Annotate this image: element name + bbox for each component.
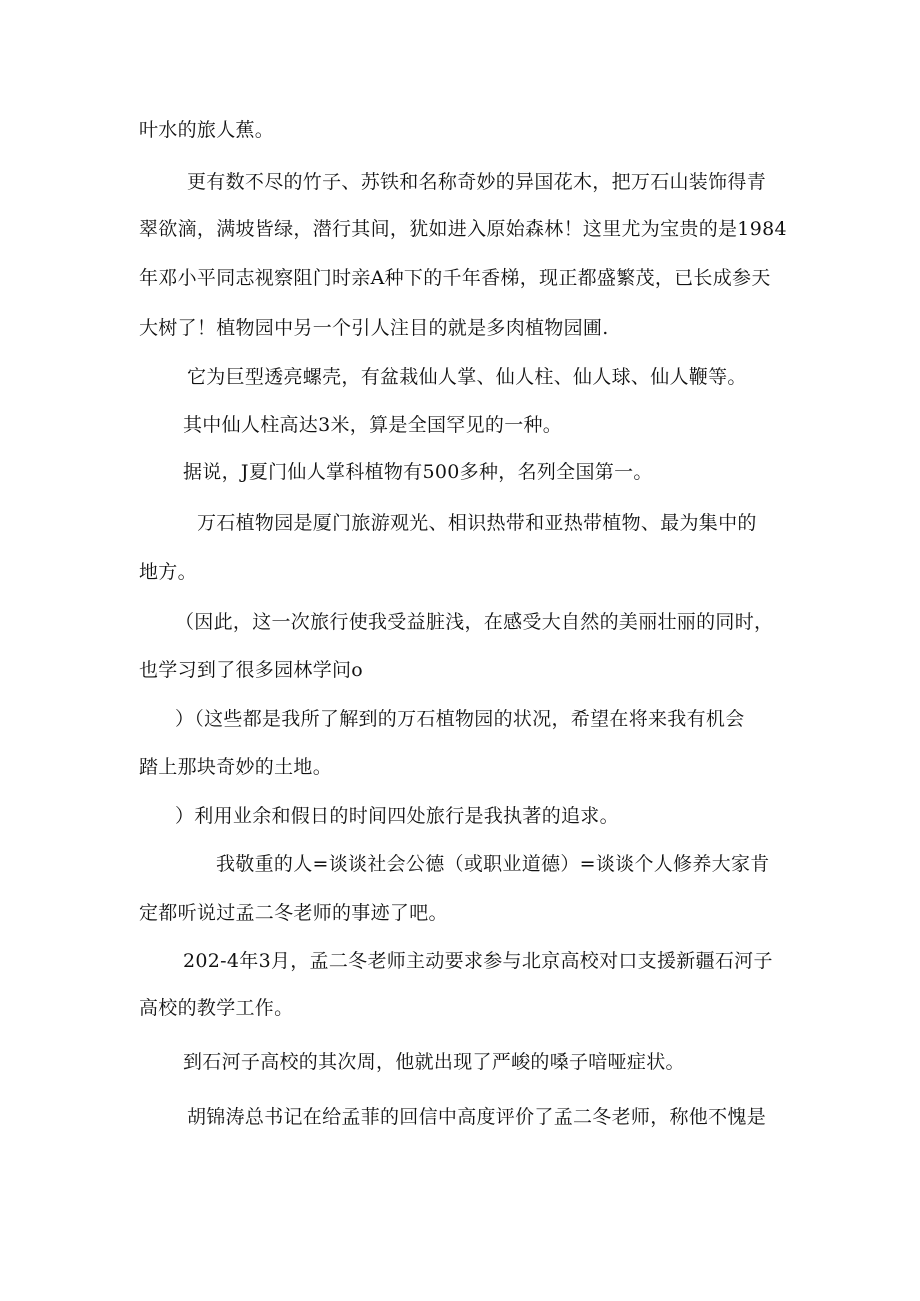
text-line-14: 踏上那块奇妙的土地。 [139,756,333,778]
text-line-2: 更有数不尽的竹子、苏铁和名称奇妙的异国花木，把万石山装饰得青 [187,171,767,193]
text-line-21: 胡锦涛总书记在给孟菲的回信中高度评价了孟二冬老师，称他不愧是 [187,1106,767,1128]
text-line-5: 大树了！植物园中另一个引人注目的就是多肉植物园圃. [139,317,609,339]
text-line-15: ）利用业余和假日的时间四处旅行是我执著的追求。 [175,805,619,827]
text-line-7: 其中仙人柱高达3米，算是全国罕见的一种。 [183,414,563,436]
text-line-11: （因此，这一次旅行使我受益脏浅，在感受大自然的美丽壮丽的同时， [175,611,774,633]
text-line-13: ）（这些都是我所了解到的万石植物园的状况，希望在将来我有机会 [175,708,745,730]
text-line-18: 202-4年3月，孟二冬老师主动要求参与北京高校对口支援新疆石河子 [183,950,773,972]
text-line-16: 我敬重的人=谈谈社会公德（或职业道德）=谈谈个人修养大家肯 [216,853,770,875]
text-line-6: 它为巨型透亮螺壳，有盆栽仙人掌、仙人柱、仙人球、仙人鞭等。 [187,366,747,388]
text-line-17: 定都听说过孟二冬老师的事迹了吧。 [139,902,448,924]
text-line-12: 也学习到了很多园林学问o [139,659,364,681]
text-line-1: 叶水的旅人蕉。 [139,119,275,141]
text-line-3: 翠欲滴，满坡皆绿，潜行其间，犹如进入原始森林！这里尤为宝贵的是1984 [139,218,787,240]
text-line-9: 万石植物园是厦门旅游观光、相识热带和亚热带植物、最为集中的 [197,512,757,534]
text-line-19: 高校的教学工作。 [139,997,294,1019]
text-line-8: 据说，J夏门仙人掌科植物有500多种，名列全国第一。 [183,461,653,483]
text-line-10: 地方。 [139,561,197,583]
text-line-4: 年邓小平同志视察阻门时亲A种下的千年香梯，现正都盛繁茂，已长成参天 [139,267,771,289]
text-line-20: 到石河子高校的其次周，他就出现了严峻的嗓子喑哑症状。 [183,1051,685,1073]
